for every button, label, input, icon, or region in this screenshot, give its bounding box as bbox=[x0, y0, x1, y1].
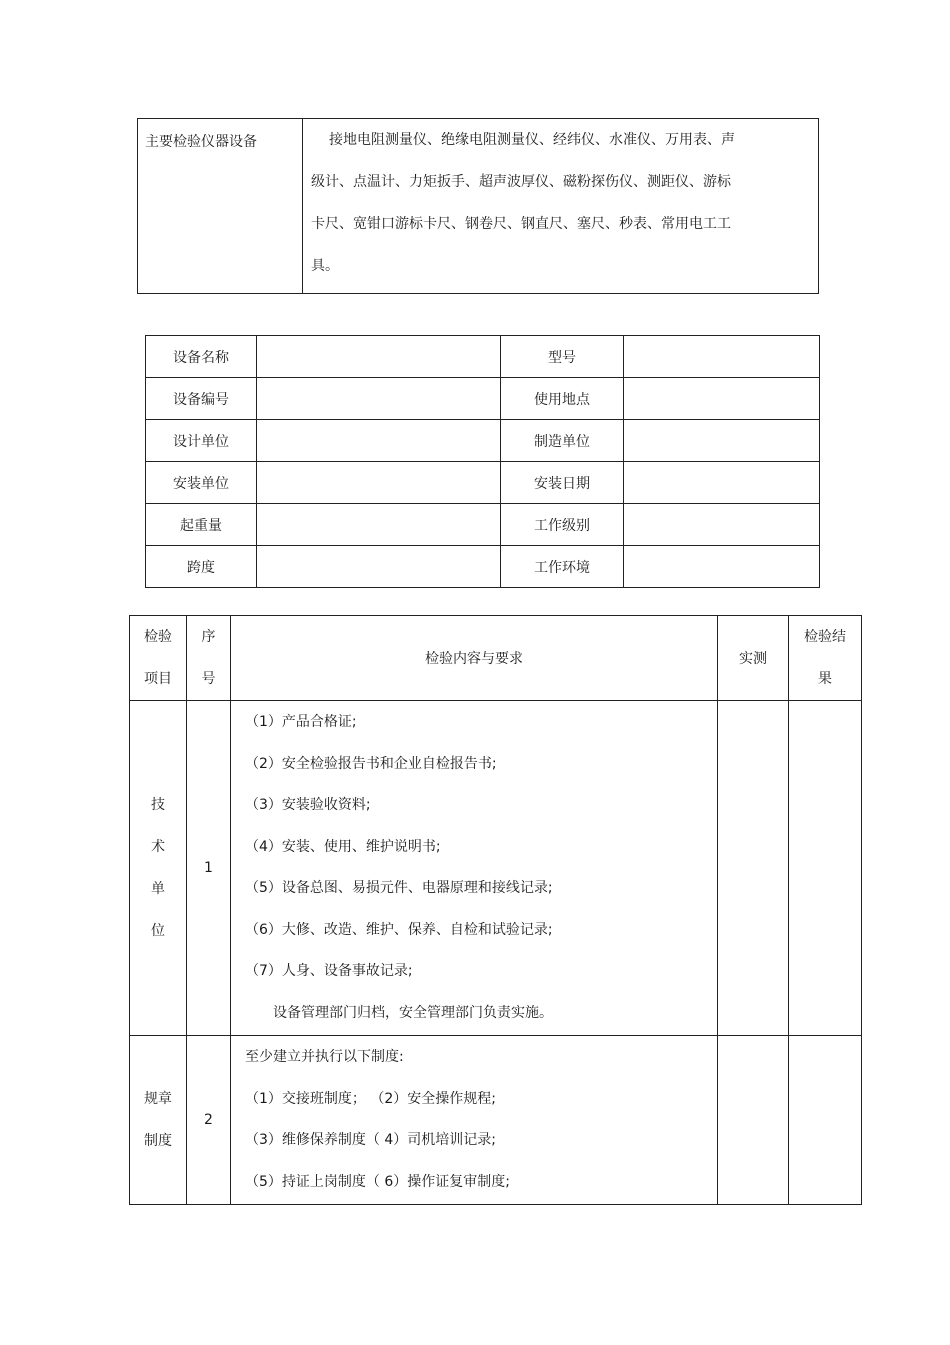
equipment-row bbox=[146, 336, 820, 378]
header-item-text: 项目 bbox=[144, 671, 172, 687]
measured-cell[interactable] bbox=[718, 701, 789, 1036]
header-item-text: 检验 bbox=[144, 629, 172, 645]
equipment-value-cell[interactable] bbox=[624, 336, 820, 378]
requirement-line: （7）人身、设备事故记录; bbox=[245, 963, 413, 979]
row-item-text: 单 bbox=[151, 881, 165, 897]
equipment-row bbox=[146, 378, 820, 420]
requirement-line: （2）安全检验报告书和企业自检报告书; bbox=[245, 755, 497, 772]
row-seq: 2 bbox=[187, 1036, 231, 1205]
equipment-value-cell[interactable] bbox=[624, 546, 820, 588]
requirement-line: （6）大修、改造、维护、保养、自检和试验记录; bbox=[245, 921, 553, 938]
requirement-line: （3）维修保养制度（ 4）司机培训记录; bbox=[245, 1132, 496, 1148]
requirement-line: 至少建立并执行以下制度: bbox=[245, 1049, 404, 1065]
equipment-label: 设计单位 bbox=[146, 420, 257, 462]
row-item-text: 规章 bbox=[144, 1091, 172, 1107]
equipment-value-cell[interactable] bbox=[257, 378, 501, 420]
instruments-list bbox=[303, 119, 819, 294]
equipment-label: 型号 bbox=[501, 336, 624, 378]
equipment-row bbox=[146, 546, 820, 588]
row-item bbox=[130, 1036, 187, 1205]
header-result-text: 检验结 bbox=[804, 629, 846, 645]
equipment-value-cell[interactable] bbox=[624, 378, 820, 420]
row-content bbox=[231, 701, 718, 1036]
measured-cell[interactable] bbox=[718, 1036, 789, 1205]
requirement-line: （4）安装、使用、维护说明书; bbox=[245, 838, 441, 855]
equipment-label: 跨度 bbox=[146, 546, 257, 588]
equipment-row bbox=[146, 462, 820, 504]
requirement-line: （1）产品合格证; bbox=[245, 714, 357, 730]
row-item-text: 技 bbox=[151, 797, 165, 813]
equipment-label: 设备名称 bbox=[146, 336, 257, 378]
inspection-header-row bbox=[130, 616, 862, 701]
instruments-line: 接地电阻测量仪、绝缘电阻测量仪、经纬仪、水准仪、万用表、声 bbox=[329, 132, 735, 148]
requirement-line: 设备管理部门归档，安全管理部门负责实施。 bbox=[273, 1004, 553, 1021]
equipment-row bbox=[146, 420, 820, 462]
header-seq bbox=[187, 616, 231, 701]
header-seq-text: 序 bbox=[201, 629, 216, 645]
equipment-label: 安装单位 bbox=[146, 462, 257, 504]
header-result-text: 果 bbox=[818, 671, 832, 687]
header-result bbox=[789, 616, 862, 701]
instruments-line: 卡尺、宽钳口游标卡尺、钢卷尺、钢直尺、塞尺、秒表、常用电工工 bbox=[311, 216, 731, 232]
inspection-row bbox=[130, 1036, 862, 1205]
requirement-line: （1）交接班制度； （2）安全操作规程; bbox=[245, 1090, 496, 1107]
requirement-line: （5）设备总图、易损元件、电器原理和接线记录; bbox=[245, 880, 553, 896]
header-content: 检验内容与要求 bbox=[231, 616, 718, 701]
result-cell[interactable] bbox=[789, 1036, 862, 1205]
equipment-value-cell[interactable] bbox=[624, 504, 820, 546]
result-cell[interactable] bbox=[789, 701, 862, 1036]
equipment-label: 制造单位 bbox=[501, 420, 624, 462]
equipment-label: 工作级别 bbox=[501, 504, 624, 546]
instruments-line: 具。 bbox=[311, 258, 339, 274]
equipment-label: 使用地点 bbox=[501, 378, 624, 420]
requirement-line: （3）安装验收资料; bbox=[245, 797, 371, 813]
equipment-label: 设备编号 bbox=[146, 378, 257, 420]
header-measured: 实测 bbox=[718, 616, 789, 701]
equipment-label: 工作环境 bbox=[501, 546, 624, 588]
row-item-text: 制度 bbox=[144, 1133, 172, 1149]
equipment-value-cell[interactable] bbox=[257, 462, 501, 504]
inspection-row bbox=[130, 701, 862, 1036]
header-seq-text: 号 bbox=[201, 671, 216, 687]
row-item bbox=[130, 701, 187, 1036]
equipment-value-cell[interactable] bbox=[257, 546, 501, 588]
equipment-label: 起重量 bbox=[146, 504, 257, 546]
equipment-value-cell[interactable] bbox=[624, 462, 820, 504]
requirement-line: （5）持证上岗制度（ 6）操作证复审制度; bbox=[245, 1173, 510, 1190]
equipment-value-cell[interactable] bbox=[624, 420, 820, 462]
equipment-value-cell[interactable] bbox=[257, 420, 501, 462]
row-item-text: 位 bbox=[151, 923, 165, 939]
row-content bbox=[231, 1036, 718, 1205]
equipment-value-cell[interactable] bbox=[257, 504, 501, 546]
equipment-row bbox=[146, 504, 820, 546]
row-item-text: 术 bbox=[151, 839, 165, 855]
equipment-label: 安装日期 bbox=[501, 462, 624, 504]
instruments-label: 主要检验仪器设备 bbox=[138, 119, 303, 294]
row-seq: 1 bbox=[187, 701, 231, 1036]
instruments-table bbox=[137, 118, 819, 294]
inspection-table bbox=[129, 615, 862, 1205]
header-item bbox=[130, 616, 187, 701]
equipment-value-cell[interactable] bbox=[257, 336, 501, 378]
equipment-info-table bbox=[145, 335, 820, 588]
instruments-line: 级计、点温计、力矩扳手、超声波厚仪、磁粉探伤仪、测距仪、游标 bbox=[311, 174, 731, 190]
